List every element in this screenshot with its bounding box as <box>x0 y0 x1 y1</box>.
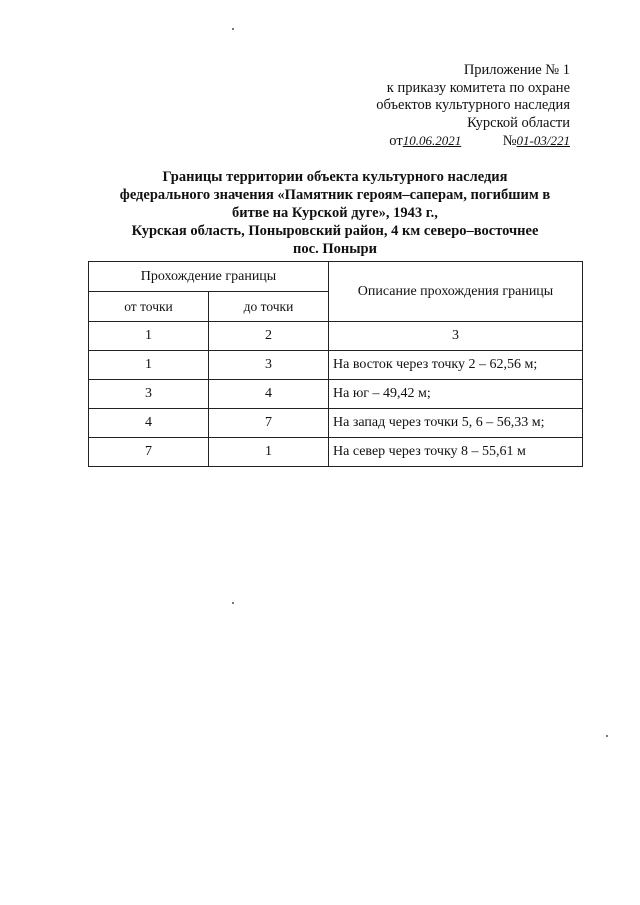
handwritten-number: 01-03/221 <box>516 133 570 148</box>
from-point-cell: 1 <box>89 351 209 380</box>
from-point-cell: 3 <box>89 380 209 409</box>
title-line-5: пос. Поныри <box>293 241 377 257</box>
handwritten-date: 10.06.2021 <box>402 133 462 148</box>
number-label: № <box>502 133 517 149</box>
numbering-cell: 3 <box>329 322 583 351</box>
appendix-date-number-line <box>376 132 570 151</box>
table-row <box>89 409 583 438</box>
from-point-cell: 7 <box>89 438 209 467</box>
table-numbering-row <box>89 322 583 351</box>
description-cell: На север через точку 8 – 55,61 м <box>329 438 583 467</box>
appendix-region-line: Курской области <box>467 114 570 131</box>
to-point-cell: 7 <box>209 409 329 438</box>
scan-speck <box>232 602 234 604</box>
from-point-cell: 4 <box>89 409 209 438</box>
header-boundary-passage: Прохождение границы <box>89 262 329 292</box>
description-cell: На восток через точку 2 – 62,56 м; <box>329 351 583 380</box>
header-from-point: от точки <box>89 292 209 322</box>
header-to-point: до точки <box>209 292 329 322</box>
title-line-2: федерального значения «Памятник героям–саперам, погибшим в <box>119 187 551 203</box>
table-row <box>89 351 583 380</box>
table-row <box>89 438 583 467</box>
appendix-committee-line: объектов культурного наследия <box>376 97 570 113</box>
title-line-4: Курская область, Поныровский район, 4 км северо–восточнее <box>131 223 539 239</box>
to-point-cell: 4 <box>209 380 329 409</box>
title-line-1: Границы территории объекта культурного наследия <box>162 169 508 185</box>
document-title <box>90 168 580 258</box>
appendix-block <box>376 62 570 151</box>
scan-speck <box>606 735 608 737</box>
numbering-cell: 2 <box>209 322 329 351</box>
numbering-cell: 1 <box>89 322 209 351</box>
header-boundary-description: Описание прохождения границы <box>329 262 583 322</box>
from-label: от <box>389 133 403 149</box>
to-point-cell: 1 <box>209 438 329 467</box>
scan-speck <box>232 28 234 30</box>
title-line-3: битве на Курской дуге», 1943 г., <box>232 205 438 221</box>
table-row <box>89 380 583 409</box>
appendix-order-line: к приказу комитета по охране <box>386 79 570 96</box>
description-cell: На запад через точки 5, 6 – 56,33 м; <box>329 409 583 438</box>
to-point-cell: 3 <box>209 351 329 380</box>
table-header-row <box>89 262 583 292</box>
description-cell: На юг – 49,42 м; <box>329 380 583 409</box>
appendix-title: Приложение № 1 <box>463 62 570 78</box>
boundary-table <box>88 261 583 467</box>
